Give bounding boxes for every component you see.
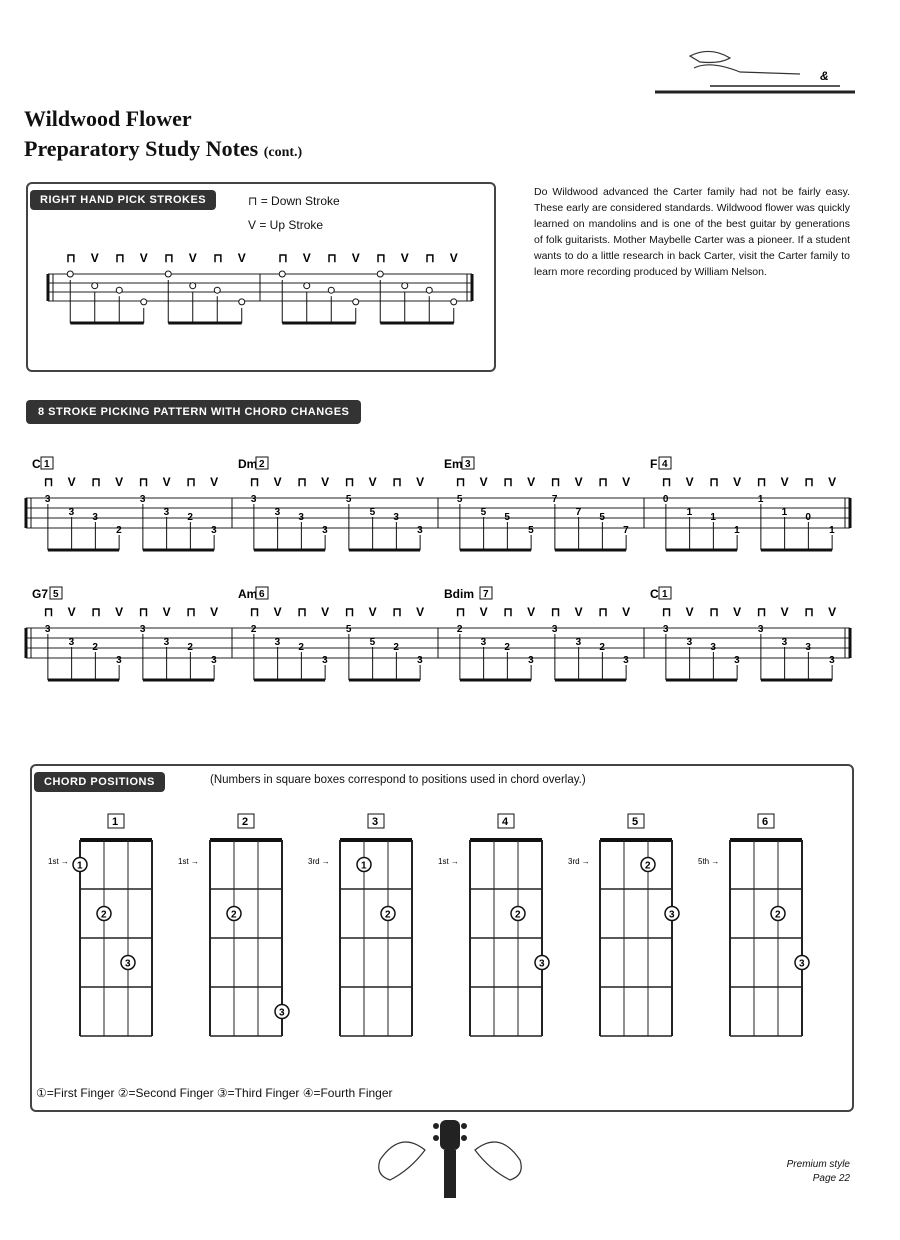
- diagram-number: 6: [762, 816, 769, 828]
- page-info: [760, 1158, 850, 1186]
- up-stroke: V: [115, 605, 124, 619]
- chord-name: Em: [444, 457, 463, 471]
- down-stroke: ⊓: [186, 605, 196, 619]
- down-stroke: ⊓: [503, 605, 513, 619]
- chord-positions-note: (Numbers in square boxes correspond to positions used in chord overlay.): [210, 774, 586, 786]
- page-title: Wildwood Flower: [24, 106, 192, 131]
- fret-number: 3: [274, 637, 281, 648]
- fret-position-label: 3rd →: [568, 857, 590, 866]
- fret-number: 2: [250, 624, 257, 635]
- fret-number: 5: [528, 525, 534, 536]
- fret-number: 3: [480, 637, 487, 648]
- down-stroke: ⊓: [66, 251, 76, 265]
- up-stroke: V: [416, 605, 425, 619]
- fret-position-label: 1st →: [438, 857, 459, 866]
- up-stroke: V: [780, 605, 789, 619]
- note-head: [116, 287, 122, 293]
- chord-diagrams: [40, 810, 840, 1050]
- fret-number: 3: [417, 655, 423, 666]
- note-head: [92, 283, 98, 289]
- fret-number: 3: [734, 655, 740, 666]
- down-stroke: ⊓: [297, 605, 307, 619]
- down-stroke: ⊓: [344, 605, 355, 619]
- fret-number: 5: [345, 624, 352, 635]
- fret-number: 0: [805, 512, 811, 523]
- down-stroke: ⊓: [661, 605, 672, 619]
- down-stroke-legend: ⊓ = Down Stroke: [248, 194, 340, 208]
- down-stroke: ⊓: [455, 605, 466, 619]
- fret-position-label: 1st →: [178, 857, 199, 866]
- down-stroke: ⊓: [43, 605, 54, 619]
- finger-number: 2: [775, 909, 781, 921]
- intro-paragraph: Do Wildwood advanced the Carter family had not be fairly easy. These early are considered standards. Wildwood flower was quickly learned on mandolins and is one of the best guitar by generations of folk guitarists. Mother Maybelle Carter was a pioneer. If a student wants to do a little research in back Carter, visit the Carter family to learn more recording produced by William Nelson.: [534, 186, 850, 278]
- chord-number: 7: [483, 589, 489, 600]
- diagram-number: 1: [112, 816, 119, 828]
- fret-number: 1: [734, 525, 740, 536]
- fret-number: 3: [575, 637, 582, 648]
- up-stroke: V: [368, 605, 377, 619]
- fret-number: 3: [44, 624, 51, 635]
- fret-number: 3: [139, 624, 146, 635]
- up-stroke: V: [685, 605, 694, 619]
- up-stroke: V: [67, 605, 76, 619]
- up-stroke: V: [828, 475, 837, 489]
- down-stroke: ⊓: [164, 251, 174, 265]
- up-stroke: V: [527, 605, 536, 619]
- finger-number: 2: [101, 909, 107, 921]
- down-stroke: ⊓: [550, 475, 561, 489]
- chord-name: F: [650, 457, 658, 471]
- fret-number: 1: [781, 507, 788, 518]
- fret-number: 0: [662, 494, 669, 505]
- fret-number: 3: [298, 512, 304, 523]
- fret-number: 3: [662, 624, 669, 635]
- up-stroke: V: [351, 251, 360, 265]
- down-stroke: ⊓: [249, 605, 260, 619]
- note-head: [165, 271, 171, 277]
- page-subtitle: Preparatory Study Notes (cont.): [24, 136, 303, 161]
- down-stroke: ⊓: [804, 605, 814, 619]
- down-stroke: ⊓: [804, 475, 814, 489]
- note-head: [426, 287, 432, 293]
- down-stroke: ⊓: [550, 605, 561, 619]
- note-head: [190, 283, 196, 289]
- down-stroke: ⊓: [115, 251, 125, 265]
- finger-number: 2: [645, 860, 651, 872]
- down-stroke: ⊓: [138, 475, 149, 489]
- fret-number: 2: [187, 642, 193, 653]
- fret-position-label: 5th →: [698, 857, 720, 866]
- up-stroke: V: [622, 605, 631, 619]
- up-stroke: V: [733, 475, 742, 489]
- note-head: [239, 299, 245, 305]
- down-stroke: ⊓: [392, 605, 402, 619]
- down-stroke: ⊓: [344, 475, 355, 489]
- finger-number: 1: [77, 860, 83, 872]
- down-stroke: ⊓: [327, 251, 337, 265]
- up-stroke: V: [685, 475, 694, 489]
- fret-number: 3: [781, 637, 788, 648]
- diagram-number: 2: [242, 816, 249, 828]
- fret-number: 3: [757, 624, 764, 635]
- pattern-row-2: [20, 582, 860, 702]
- chord-name: C: [32, 457, 41, 471]
- banjo-ornament: [370, 1110, 530, 1200]
- down-stroke: ⊓: [709, 605, 719, 619]
- up-stroke: V: [574, 605, 583, 619]
- down-stroke: ⊓: [138, 605, 149, 619]
- fret-number: 3: [44, 494, 51, 505]
- fret-number: 2: [298, 642, 304, 653]
- diagram-number: 5: [632, 816, 639, 828]
- up-stroke: V: [273, 475, 282, 489]
- fret-number: 3: [322, 655, 328, 666]
- fret-number: 3: [805, 642, 811, 653]
- up-stroke: V: [273, 605, 282, 619]
- fret-number: 2: [187, 512, 193, 523]
- up-stroke: V: [321, 475, 330, 489]
- page-number: Page 22: [812, 1173, 850, 1184]
- fret-number: 2: [504, 642, 510, 653]
- fret-number: 3: [417, 525, 423, 536]
- down-stroke: ⊓: [598, 605, 608, 619]
- chord-name: Bdim: [444, 587, 474, 601]
- note-head: [67, 271, 73, 277]
- up-stroke: V: [139, 251, 148, 265]
- svg-text:&: &: [820, 69, 829, 83]
- fret-number: 3: [211, 525, 217, 536]
- down-stroke: ⊓: [392, 475, 402, 489]
- note-head: [141, 299, 147, 305]
- chord-number: 1: [662, 589, 668, 600]
- fret-number: 3: [163, 507, 170, 518]
- down-stroke: ⊓: [186, 475, 196, 489]
- down-stroke: ⊓: [91, 605, 101, 619]
- down-stroke: ⊓: [213, 251, 223, 265]
- fret-number: 3: [116, 655, 122, 666]
- fret-number: 3: [274, 507, 281, 518]
- finger-number: 3: [669, 909, 675, 921]
- up-stroke: V: [67, 475, 76, 489]
- fret-number: 3: [68, 637, 75, 648]
- pattern-row-1: [20, 442, 860, 562]
- up-stroke: V: [162, 475, 171, 489]
- publisher-logo: [650, 46, 860, 98]
- fret-number: 1: [757, 494, 764, 505]
- chord-name: Dm: [238, 457, 258, 471]
- fret-number: 7: [623, 525, 629, 536]
- finger-number: 2: [385, 909, 391, 921]
- fret-position-label: 1st →: [48, 857, 69, 866]
- up-stroke: V: [210, 475, 219, 489]
- up-stroke: V: [733, 605, 742, 619]
- fret-number: 3: [528, 655, 534, 666]
- down-stroke: ⊓: [661, 475, 672, 489]
- fret-number: 3: [139, 494, 146, 505]
- fret-number: 3: [710, 642, 716, 653]
- finger-number: 2: [231, 909, 237, 921]
- up-stroke: V: [115, 475, 124, 489]
- chord-number: 6: [259, 589, 265, 600]
- note-head: [328, 287, 334, 293]
- down-stroke: ⊓: [598, 475, 608, 489]
- chord-name: G7: [32, 587, 49, 601]
- up-stroke: V: [237, 251, 246, 265]
- up-stroke: V: [400, 251, 409, 265]
- finger-number: 3: [279, 1007, 285, 1019]
- fret-number: 3: [623, 655, 629, 666]
- chord-name: C: [650, 587, 659, 601]
- finger-number: 2: [515, 909, 521, 921]
- fret-number: 5: [480, 507, 487, 518]
- fret-number: 3: [322, 525, 328, 536]
- fret-number: 5: [369, 637, 376, 648]
- pick-strokes-staff: [40, 248, 480, 338]
- up-stroke-legend: V = Up Stroke: [248, 218, 324, 232]
- fret-number: 5: [599, 512, 605, 523]
- down-stroke: ⊓: [756, 475, 767, 489]
- chord-number: 3: [465, 459, 471, 470]
- up-stroke: V: [210, 605, 219, 619]
- up-stroke: V: [368, 475, 377, 489]
- up-stroke: V: [188, 251, 197, 265]
- fret-number: 3: [211, 655, 217, 666]
- down-stroke: ⊓: [756, 605, 767, 619]
- fret-number: 3: [551, 624, 558, 635]
- down-stroke: ⊓: [503, 475, 513, 489]
- fret-number: 3: [68, 507, 75, 518]
- fret-number: 3: [163, 637, 170, 648]
- up-stroke: V: [162, 605, 171, 619]
- page-title-block: [24, 104, 302, 168]
- down-stroke: ⊓: [297, 475, 307, 489]
- chord-number: 4: [662, 459, 668, 470]
- note-head: [353, 299, 359, 305]
- subtitle-suffix: (cont.): [263, 145, 303, 160]
- fret-number: 3: [829, 655, 835, 666]
- note-head: [377, 271, 383, 277]
- note-head: [279, 271, 285, 277]
- note-head: [304, 283, 310, 289]
- fret-number: 7: [575, 507, 582, 518]
- fret-number: 5: [345, 494, 352, 505]
- up-stroke: V: [828, 605, 837, 619]
- up-stroke: V: [479, 475, 488, 489]
- page-style: Premium style: [786, 1159, 850, 1170]
- fret-number: 1: [829, 525, 835, 536]
- finger-number: 3: [125, 958, 131, 970]
- down-stroke: ⊓: [709, 475, 719, 489]
- fret-number: 3: [393, 512, 399, 523]
- note-head: [402, 283, 408, 289]
- up-stroke: V: [574, 475, 583, 489]
- up-stroke: V: [90, 251, 99, 265]
- fret-number: 5: [369, 507, 376, 518]
- chord-number: 1: [44, 459, 50, 470]
- up-stroke: V: [527, 475, 536, 489]
- finger-number: 1: [361, 860, 367, 872]
- up-stroke: V: [416, 475, 425, 489]
- fret-number: 3: [92, 512, 98, 523]
- fret-number: 1: [710, 512, 716, 523]
- finger-number: 3: [539, 958, 545, 970]
- up-stroke: V: [302, 251, 311, 265]
- chord-number: 2: [259, 459, 265, 470]
- fret-number: 5: [504, 512, 510, 523]
- down-stroke: ⊓: [376, 251, 386, 265]
- down-stroke: ⊓: [91, 475, 101, 489]
- fret-number: 2: [456, 624, 463, 635]
- note-head: [214, 287, 220, 293]
- fret-number: 2: [92, 642, 98, 653]
- fret-number: 5: [456, 494, 463, 505]
- up-stroke: V: [622, 475, 631, 489]
- chord-name: Am: [238, 587, 258, 601]
- finger-key: ①=First Finger ②=Second Finger ③=Third Finger ④=Fourth Finger: [36, 1086, 393, 1100]
- note-head: [451, 299, 457, 305]
- fret-number: 2: [393, 642, 399, 653]
- up-stroke: V: [449, 251, 458, 265]
- up-stroke: V: [780, 475, 789, 489]
- diagram-number: 3: [372, 816, 379, 828]
- down-stroke: ⊓: [278, 251, 288, 265]
- pattern-tab: 8 STROKE PICKING PATTERN WITH CHORD CHANGES: [26, 400, 361, 424]
- down-stroke: ⊓: [249, 475, 260, 489]
- fret-number: 3: [250, 494, 257, 505]
- down-stroke: ⊓: [455, 475, 466, 489]
- fret-number: 2: [599, 642, 605, 653]
- fret-position-label: 3rd →: [308, 857, 330, 866]
- diagram-number: 4: [502, 816, 509, 828]
- fret-number: 7: [551, 494, 558, 505]
- pick-strokes-tab: RIGHT HAND PICK STROKES: [30, 190, 216, 210]
- finger-number: 3: [799, 958, 805, 970]
- up-stroke: V: [479, 605, 488, 619]
- chord-positions-tab: CHORD POSITIONS: [34, 772, 165, 792]
- fret-number: 3: [686, 637, 693, 648]
- up-stroke: V: [321, 605, 330, 619]
- down-stroke: ⊓: [43, 475, 54, 489]
- down-stroke: ⊓: [425, 251, 435, 265]
- fret-number: 1: [686, 507, 693, 518]
- fret-number: 2: [116, 525, 122, 536]
- chord-number: 5: [53, 589, 59, 600]
